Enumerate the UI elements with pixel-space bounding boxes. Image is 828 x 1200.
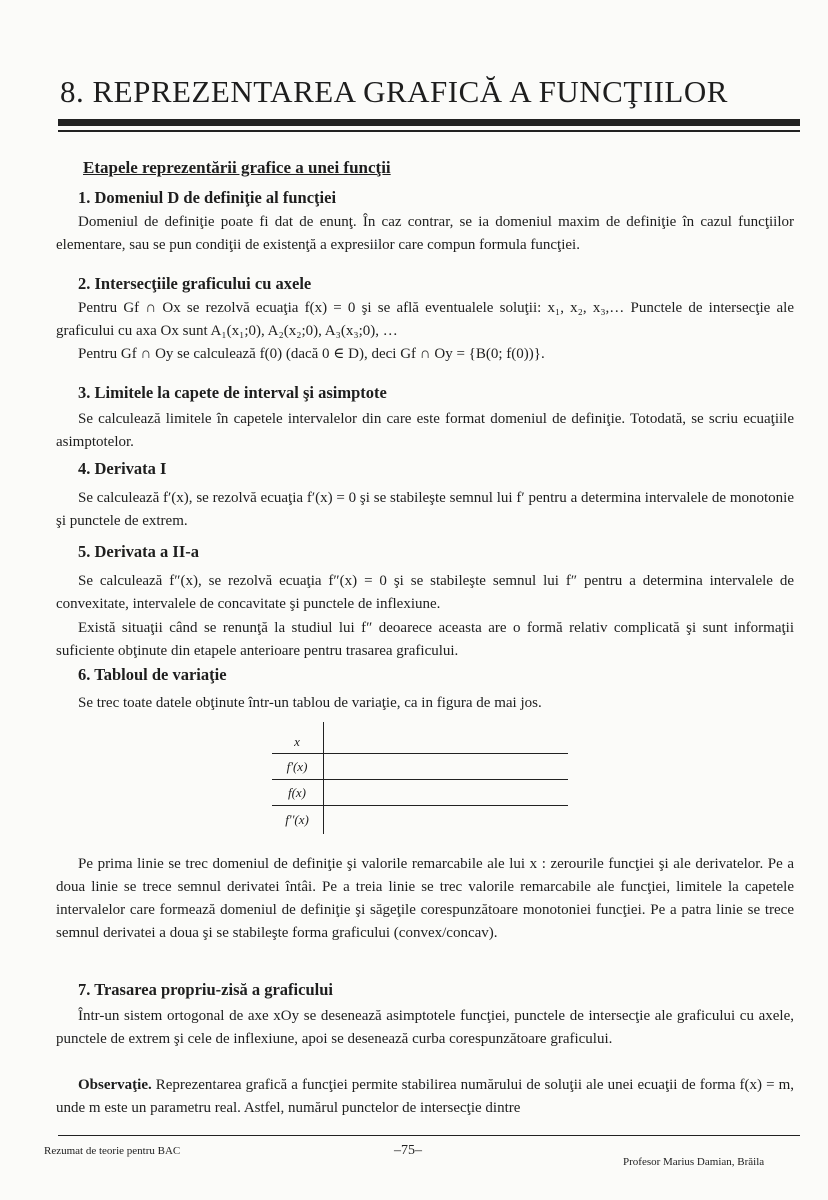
paragraph: Pentru Gf ∩ Oy se calculează f(0) (dacă 0 ∈ D), deci Gf ∩ Oy = {B(0; f(0))}. (78, 346, 545, 362)
title-rule-thin (58, 130, 800, 132)
observation-text: Reprezentarea grafică a funcţiei permite stabilirea numărului de soluţii ale unei ecuaţii de forma f(x) = m, unde m este un parametru real. Astfel, numărul punctelor de intersecţie dintre (56, 1077, 794, 1116)
page-number: –75– (394, 1143, 422, 1158)
heading-1: 1. Domeniul D de definiţie al funcţiei (78, 188, 337, 207)
row-label: f'(x) (286, 759, 308, 774)
footer-left: Rezumat de teorie pentru BAC (44, 1145, 181, 1157)
heading-4: 4. Derivata I (78, 459, 167, 478)
heading-7: 7. Trasarea propriu-zisă a graficului (78, 980, 333, 999)
row-label: x (294, 734, 300, 749)
table-row (272, 722, 568, 754)
title-rule-thick (58, 119, 800, 126)
chapter-title: 8. REPREZENTAREA GRAFICĂ A FUNCŢIILOR (60, 74, 728, 109)
heading-6: 6. Tabloul de variaţie (78, 665, 227, 684)
variation-table (272, 722, 568, 834)
paragraph: Se calculează f′(x), se rezolvă ecuaţia f′(x) = 0 şi se stabileşte semnul lui f′ pentru a determina intervalele de monotonie şi punctele de extrem. (56, 490, 794, 529)
row-label: f''(x) (285, 812, 309, 827)
observation-paragraph (56, 1074, 794, 1120)
paragraph: Se calculează f″(x), se rezolvă ecuaţia f″(x) = 0 şi se stabileşte semnul lui f″ pentru a determina intervalele de convexitate, intervalele de concavitate şi punctele de inflexiune. (56, 573, 794, 612)
row-label: f(x) (287, 785, 307, 800)
section-subtitle: Etapele reprezentării grafice a unei funcţii (83, 158, 391, 177)
heading-2: 2. Intersecţiile graficului cu axele (78, 274, 312, 293)
paragraph: Pentru Gf ∩ Ox se rezolvă ecuaţia f(x) = 0 şi se află eventualele soluţii: x₁, x₂, x₃,… Punctele de intersecţie ale graficului cu axa Ox sunt A₁(x₁;0), A₂(x₂;0), A₃(x₃;0), … (56, 300, 794, 339)
observation-label: Observaţie. (78, 1077, 152, 1093)
table-row (272, 754, 568, 780)
footer-rule (58, 1135, 800, 1136)
paragraph: Se trec toate datele obţinute într-un tablou de variaţie, ca in figura de mai jos. (78, 695, 542, 711)
table-row (272, 806, 322, 834)
paragraph: Într-un sistem ortogonal de axe xOy se desenează asimptotele funcţiei, punctele de intersecţie ale graficului cu axele, punctele de extrem şi cele de inflexiune, apoi se desenează curba corespunzătoare graficului. (56, 1008, 794, 1047)
paragraph: Se calculează limitele în capetele intervalelor din care este format domeniul de definiţie. Totodată, se scriu ecuaţiile asimptotelor. (56, 411, 794, 450)
paragraph: Domeniul de definiţie poate fi dat de enunţ. În caz contrar, se ia domeniul maxim de definiţie în cazul funcţiilor elementare, sau se pun condiţii de existenţă a expresiilor care compun formula funcţiei. (56, 214, 794, 253)
heading-5: 5. Derivata a II-a (78, 542, 199, 561)
heading-3: 3. Limitele la capete de interval şi asimptote (78, 383, 387, 402)
table-row (272, 780, 568, 806)
footer-right: Profesor Marius Damian, Brăila (623, 1156, 765, 1168)
paragraph: Pe prima linie se trec domeniul de definiţie şi valorile remarcabile ale lui x : zerourile funcţiei şi ale derivatelor. Pe a doua linie se trece semnul derivatei întâi. Pe a treia linie se trec valorile remarcabile ale funcţiei, limitele la capetele intervalelor care formează domeniul de definiţie şi săgeţile corespunzătoare monotoniei funcţiei. Pe a patra linie se trece semnul derivatei a doua şi se stabileşte forma graficului (convex/concav). (56, 856, 794, 941)
paragraph: Există situaţii când se renunţă la studiul lui f″ deoarece aceasta are o formă relativ complicată şi sunt informaţii suficiente obţinute din etapele anterioare pentru trasarea graficului. (56, 620, 794, 659)
